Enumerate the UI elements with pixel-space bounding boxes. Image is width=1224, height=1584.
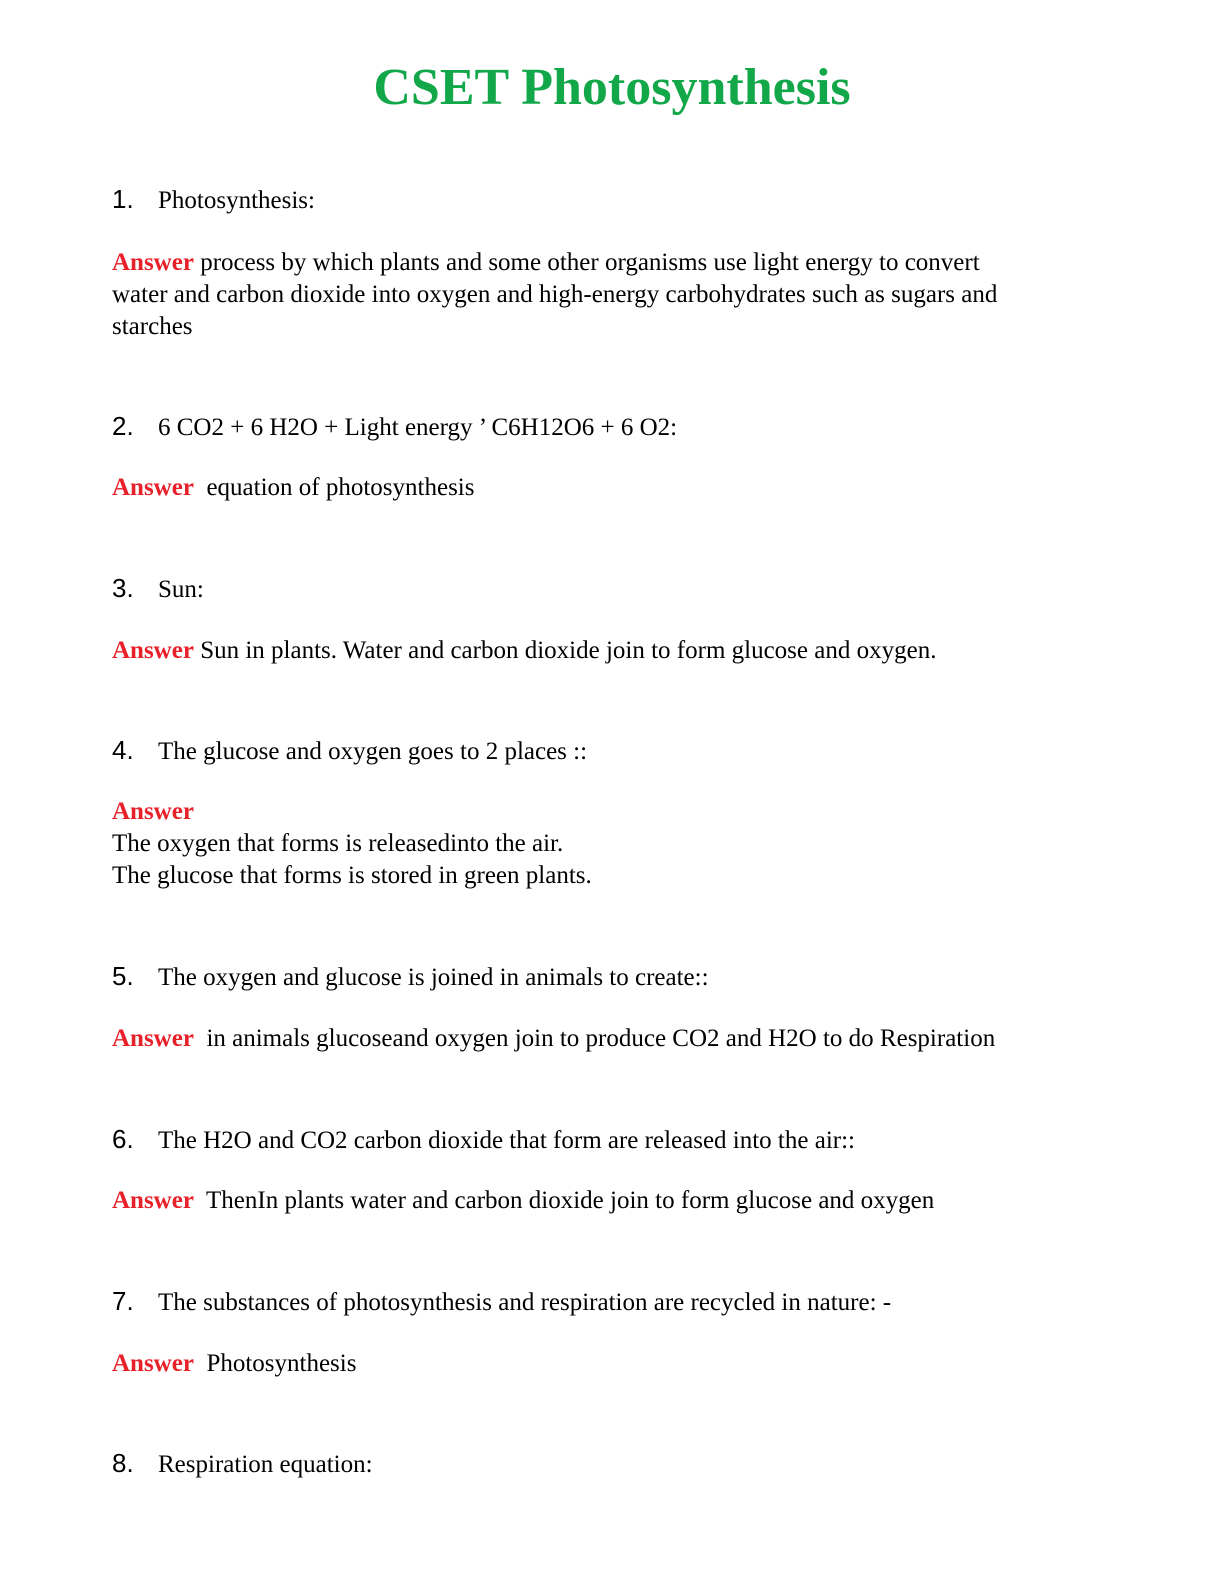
answer-label: Answer <box>112 798 194 825</box>
question-text: Photosynthesis: <box>158 187 315 214</box>
question-4 <box>112 734 1112 768</box>
answer-5 <box>112 1023 1112 1055</box>
answer-line <box>112 635 1112 667</box>
answer-label: Answer <box>112 1025 194 1052</box>
answer-text: in animals glucoseand oxygen join to produce CO2 and H2O to do Respiration <box>206 1025 996 1052</box>
question-3 <box>112 572 1112 606</box>
answer-1 <box>112 247 1112 343</box>
question-6 <box>112 1123 1112 1157</box>
question-text: Respiration equation: <box>158 1451 373 1478</box>
answer-6 <box>112 1185 1112 1217</box>
answer-line: The oxygen that forms is releasedinto the air. <box>112 830 564 857</box>
question-text: Sun: <box>158 576 204 603</box>
answer-text: process by which plants and some other organisms use light energy to convert <box>200 249 980 276</box>
question-text: 6 CO2 + 6 H2O + Light energy ’ C6H12O6 + 6 O2: <box>158 414 678 441</box>
answer-line: water and carbon dioxide into oxygen and high-energy carbohydrates such as sugars and <box>112 281 998 308</box>
question-7 <box>112 1285 1112 1319</box>
answer-label: Answer <box>112 1187 194 1214</box>
answer-line <box>112 1348 1112 1380</box>
answer-2 <box>112 472 1112 504</box>
document-title: CSET Photosynthesis <box>373 59 851 116</box>
question-2 <box>112 410 1112 444</box>
question-number: 6. <box>112 1124 134 1154</box>
answer-text: Sun in plants. Water and carbon dioxide join to form glucose and oxygen. <box>200 637 937 664</box>
answer-line <box>112 472 1112 504</box>
answer-text: equation of photosynthesis <box>206 474 475 501</box>
answer-line <box>112 1185 1112 1217</box>
answer-line: The glucose that forms is stored in green plants. <box>112 862 592 889</box>
answer-label: Answer <box>112 1350 194 1377</box>
answer-label: Answer <box>112 637 194 664</box>
answer-text: Photosynthesis <box>206 1350 357 1377</box>
question-number: 8. <box>112 1448 134 1478</box>
question-number: 4. <box>112 735 134 765</box>
answer-line <box>112 247 1112 279</box>
question-number: 2. <box>112 411 134 441</box>
answer-text: ThenIn plants water and carbon dioxide join to form glucose and oxygen <box>206 1187 935 1214</box>
question-number: 5. <box>112 961 134 991</box>
answer-line: starches <box>112 313 193 340</box>
answer-4 <box>112 796 1112 892</box>
question-number: 1. <box>112 184 134 214</box>
answer-line <box>112 1023 1112 1055</box>
answer-3 <box>112 635 1112 667</box>
answer-label: Answer <box>112 249 194 276</box>
question-text: The substances of photosynthesis and respiration are recycled in nature: - <box>158 1289 892 1316</box>
question-8 <box>112 1447 1112 1481</box>
answer-label: Answer <box>112 474 194 501</box>
question-1 <box>112 183 1112 217</box>
question-number: 3. <box>112 573 134 603</box>
question-5 <box>112 960 1112 994</box>
answer-7 <box>112 1348 1112 1380</box>
question-text: The glucose and oxygen goes to 2 places :: <box>158 738 588 765</box>
question-number: 7. <box>112 1286 134 1316</box>
question-text: The oxygen and glucose is joined in animals to create:: <box>158 964 709 991</box>
question-text: The H2O and CO2 carbon dioxide that form are released into the air:: <box>158 1127 855 1154</box>
